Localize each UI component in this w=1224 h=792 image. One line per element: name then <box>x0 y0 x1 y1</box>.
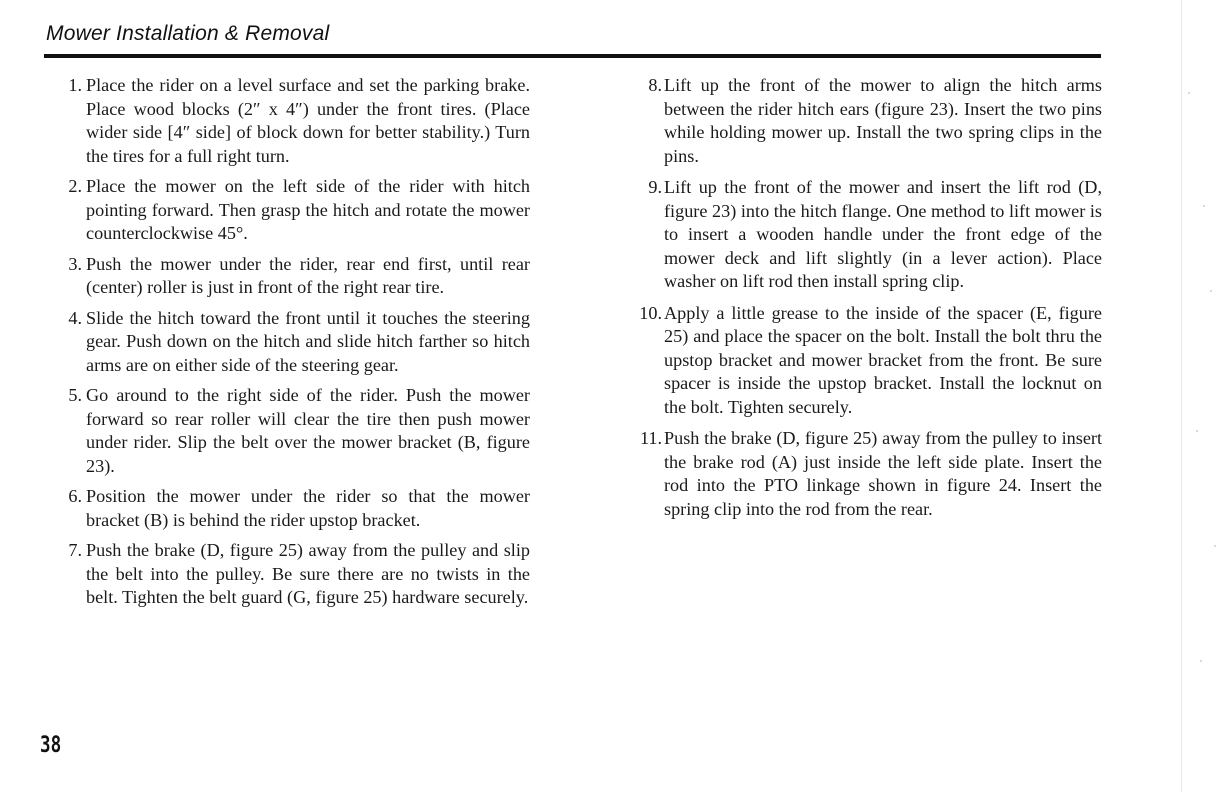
step-number: 6. <box>68 486 82 506</box>
step-text: Position the mower under the rider so that the mower bracket (B) is behind the rider upstop bracket. <box>86 486 530 530</box>
step-number: 2. <box>68 176 82 196</box>
title-rule <box>44 54 1101 58</box>
step-number: 8. <box>648 75 662 95</box>
step-number: 1. <box>68 75 82 95</box>
scan-speck <box>1214 545 1216 547</box>
step-item <box>60 539 530 610</box>
step-item <box>60 307 530 378</box>
steps-left-column <box>60 74 530 617</box>
step-item <box>628 74 1102 168</box>
step-text: Push the brake (D, figure 25) away from the pulley and slip the belt into the pulley. Be sure there are no twists in the belt. Tighten the belt guard (G, figure 25) hardware securely. <box>86 540 530 607</box>
step-item <box>60 253 530 300</box>
steps-right-column <box>628 74 1102 529</box>
page-binding-edge <box>1181 0 1182 792</box>
step-item <box>628 427 1102 521</box>
step-number: 11. <box>639 428 662 448</box>
step-item <box>60 175 530 246</box>
step-item <box>60 384 530 478</box>
page-number: 38 <box>40 733 62 758</box>
step-number: 3. <box>68 253 82 274</box>
step-item <box>60 74 530 168</box>
scan-speck <box>1200 660 1202 662</box>
scan-speck <box>1196 430 1198 432</box>
step-text: Place the rider on a level surface and set the parking brake. Place wood blocks (2″ x 4″) under the front tires. (Place wider side [4″ side] of block down for better stability.) Turn the tires for a full right turn. <box>86 75 530 166</box>
step-number: 5. <box>68 385 82 405</box>
step-text: Slide the hitch toward the front until it touches the steering gear. Push down on the hitch and slide hitch farther so hitch arms are on either side of the steering gear. <box>86 307 530 375</box>
step-item <box>628 176 1102 294</box>
step-item <box>628 302 1102 420</box>
step-number: 7. <box>68 540 82 560</box>
step-text: Push the brake (D, figure 25) away from the pulley to insert the brake rod (A) just inside the left side plate. Insert the rod into the PTO linkage shown in figure 24. Insert the spring clip into the rod from the rear. <box>664 428 1102 519</box>
scan-speck <box>1188 92 1190 94</box>
step-number: 9. <box>648 177 662 197</box>
step-text: Lift up the front of the mower to align the hitch arms between the rider hitch ears (figure 23). Insert the two pins while holding mower up. Install the two spring clips in the pins. <box>664 75 1102 166</box>
scan-speck <box>1210 290 1212 292</box>
step-text: Lift up the front of the mower and insert the lift rod (D, figure 23) into the hitch flange. One method to lift mower is to insert a wooden handle under the front edge of the mower deck and lift slightly (in a lever action). Place washer on lift rod then install spring clip. <box>664 177 1102 291</box>
step-text: Place the mower on the left side of the rider with hitch pointing forward. Then grasp the hitch and rotate the mower counterclockwise 45°. <box>86 176 530 243</box>
step-text: Go around to the right side of the rider. Push the mower forward so rear roller will clear the tire then push mower under rider. Slip the belt over the mower bracket (B, figure 23). <box>86 385 530 476</box>
section-title: Mower Installation & Removal <box>46 22 330 45</box>
step-text: Push the mower under the rider, rear end first, until rear (center) roller is just in front of the right rear tire. <box>86 253 530 297</box>
step-number: 4. <box>68 307 82 328</box>
step-item <box>60 485 530 532</box>
step-text: Apply a little grease to the inside of the spacer (E, figure 25) and place the spacer on the bolt. Install the bolt thru the upstop bracket and mower bracket from the front. Be sure spacer is inside the upstop bracket. Install the locknut on the bolt. Tighten securely. <box>664 302 1102 417</box>
scan-speck <box>1203 205 1205 207</box>
step-number: 10. <box>639 302 662 323</box>
